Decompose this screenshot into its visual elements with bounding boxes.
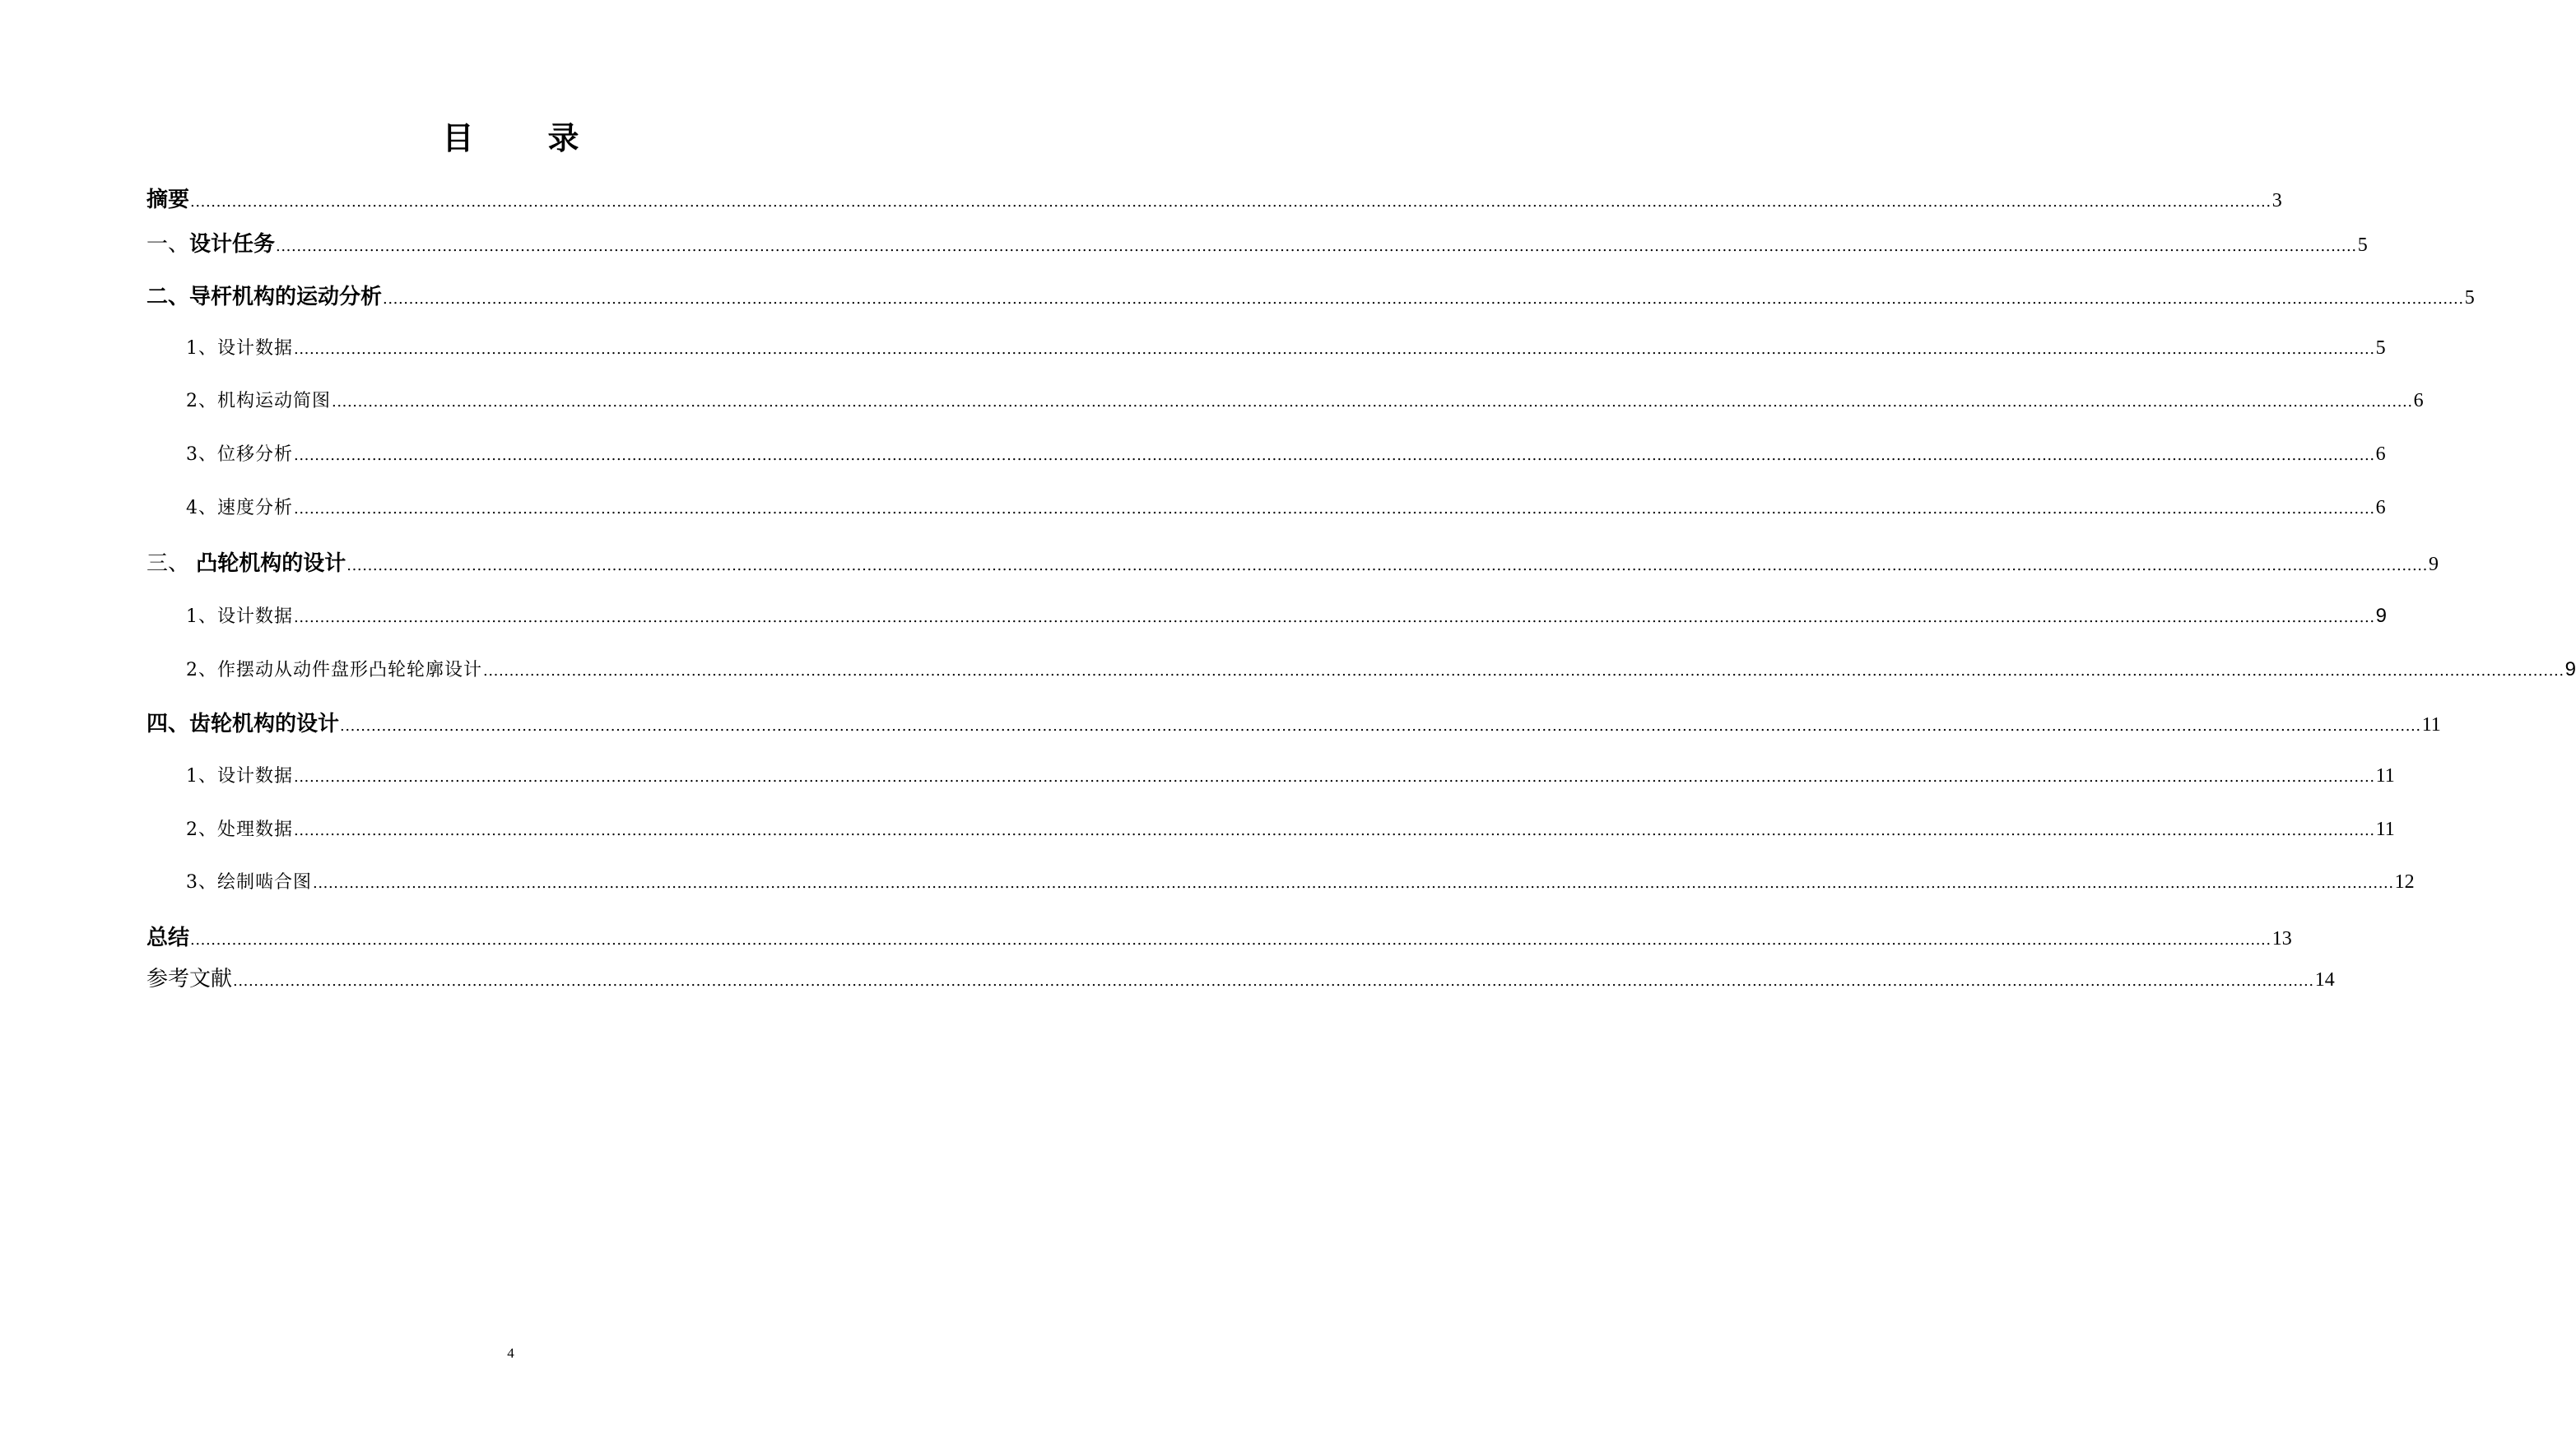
- toc-leader-dots: ................................................................................................................................................................................................................................................................................................................................................................................................................: [346, 557, 2428, 574]
- toc-entry-label: 1、设计数据: [186, 338, 293, 359]
- toc-leader-dots: ................................................................................................................................................................................................................................................................................................................................................................................................................: [332, 393, 2413, 411]
- toc-leader-dots: ................................................................................................................................................................................................................................................................................................................................................................................................................: [190, 193, 2271, 211]
- toc-entry-page: 11: [2375, 765, 2395, 787]
- toc-entry-label: 2、作摆动从动件盘形凸轮轮廓设计: [186, 660, 482, 680]
- toc-leader-dots: ................................................................................................................................................................................................................................................................................................................................................................................................................: [313, 875, 2394, 892]
- toc-entry-page-value: 9: [2564, 658, 2576, 680]
- toc-entry-page: 3: [2271, 190, 2282, 211]
- toc-entry-page: 14: [2314, 969, 2335, 991]
- toc-entry-label: 四、齿轮机构的设计: [146, 712, 340, 736]
- toc-leader-dots: ................................................................................................................................................................................................................................................................................................................................................................................................................: [233, 973, 2314, 990]
- toc-entry-cam-profile-design[interactable]: [186, 656, 2576, 681]
- toc-leader-dots: ................................................................................................................................................................................................................................................................................................................................................................................................................: [294, 341, 2375, 358]
- toc-entry-label: [146, 227, 275, 258]
- toc-entry-page: [2565, 658, 2576, 681]
- toc-entry-label-main: 凸轮机构的设计: [196, 551, 346, 576]
- toc-entry-page: 5: [2375, 337, 2386, 359]
- toc-entry-label: 1、设计数据: [186, 766, 293, 787]
- toc-entry-label: 2、处理数据: [186, 820, 293, 840]
- toc-entry-page-value: 9: [2375, 605, 2388, 627]
- toc-leader-dots: ................................................................................................................................................................................................................................................................................................................................................................................................................: [190, 931, 2271, 949]
- title-char-2: 录: [547, 120, 579, 156]
- toc-entry-label-prefix: 三、: [146, 551, 197, 576]
- toc-entry-cam-design[interactable]: [146, 546, 2439, 577]
- toc-leader-dots: ................................................................................................................................................................................................................................................................................................................................................................................................................: [294, 500, 2375, 518]
- toc-leader-dots: ................................................................................................................................................................................................................................................................................................................................................................................................................: [383, 290, 2464, 308]
- toc-entry-process-data[interactable]: [186, 815, 2395, 841]
- toc-entry-page: 6: [2375, 443, 2386, 465]
- toc-entry-design-data-3[interactable]: [186, 762, 2395, 787]
- toc-leader-dots: ................................................................................................................................................................................................................................................................................................................................................................................................................: [276, 238, 2357, 255]
- toc-entry-label: [146, 546, 346, 577]
- toc-entry-displacement-analysis[interactable]: [186, 440, 2386, 466]
- toc-leader-dots: ................................................................................................................................................................................................................................................................................................................................................................................................................: [294, 609, 2375, 626]
- toc-leader-dots: ................................................................................................................................................................................................................................................................................................................................................................................................................: [340, 717, 2421, 735]
- toc-entry-page: 11: [2375, 819, 2395, 840]
- toc-entry-label: 1、设计数据: [186, 606, 293, 627]
- toc-entry-summary[interactable]: [146, 921, 2292, 951]
- toc-entry-page: 5: [2357, 234, 2368, 256]
- toc-entry-label: 3、位移分析: [186, 444, 293, 465]
- toc-entry-label: 2、机构运动简图: [186, 391, 331, 411]
- toc-entry-design-data-1[interactable]: [186, 334, 2386, 360]
- toc-entry-page: [2376, 605, 2387, 628]
- toc-leader-dots: ................................................................................................................................................................................................................................................................................................................................................................................................................: [294, 447, 2375, 464]
- toc-entry-label: 摘要: [146, 188, 190, 212]
- toc-entry-page: 5: [2464, 287, 2475, 309]
- toc-entry-page: 6: [2413, 390, 2424, 411]
- toc-entry-design-data-2[interactable]: [186, 602, 2388, 628]
- toc-entry-label: 二、导杆机构的运动分析: [146, 285, 383, 309]
- toc-entry-velocity-analysis[interactable]: [186, 494, 2386, 519]
- toc-entry-gear-design[interactable]: [146, 707, 2441, 737]
- toc-entry-meshing-diagram[interactable]: [186, 868, 2415, 894]
- page-number: 4: [507, 1345, 514, 1361]
- toc-leader-dots: ................................................................................................................................................................................................................................................................................................................................................................................................................: [294, 822, 2375, 839]
- title-char-1: 目: [442, 120, 474, 156]
- toc-entry-page: 12: [2394, 871, 2415, 893]
- toc-entry-guide-bar-analysis[interactable]: [146, 280, 2475, 310]
- toc-entry-label-main: 设计任务: [189, 232, 276, 257]
- toc-entry-label-prefix: 一、: [146, 232, 190, 257]
- toc-entry-abstract[interactable]: [146, 183, 2282, 213]
- toc-entry-label: 3、绘制啮合图: [186, 872, 312, 893]
- toc-entry-label: 4、速度分析: [186, 498, 293, 518]
- toc-entry-page: 6: [2375, 497, 2386, 518]
- toc-entry-label: 参考文献: [146, 967, 233, 991]
- toc-entry-label: 总结: [146, 926, 190, 950]
- toc-entry-page: 9: [2428, 554, 2439, 575]
- toc-entry-design-task[interactable]: [146, 227, 2368, 258]
- toc-entry-page: 13: [2271, 928, 2292, 950]
- toc-entry-mechanism-diagram[interactable]: [186, 387, 2424, 412]
- toc-leader-dots: ................................................................................................................................................................................................................................................................................................................................................................................................................: [294, 768, 2375, 786]
- toc-entry-page: 11: [2421, 714, 2441, 736]
- toc-entry-references[interactable]: [146, 962, 2335, 992]
- toc-leader-dots: ................................................................................................................................................................................................................................................................................................................................................................................................................: [483, 662, 2564, 680]
